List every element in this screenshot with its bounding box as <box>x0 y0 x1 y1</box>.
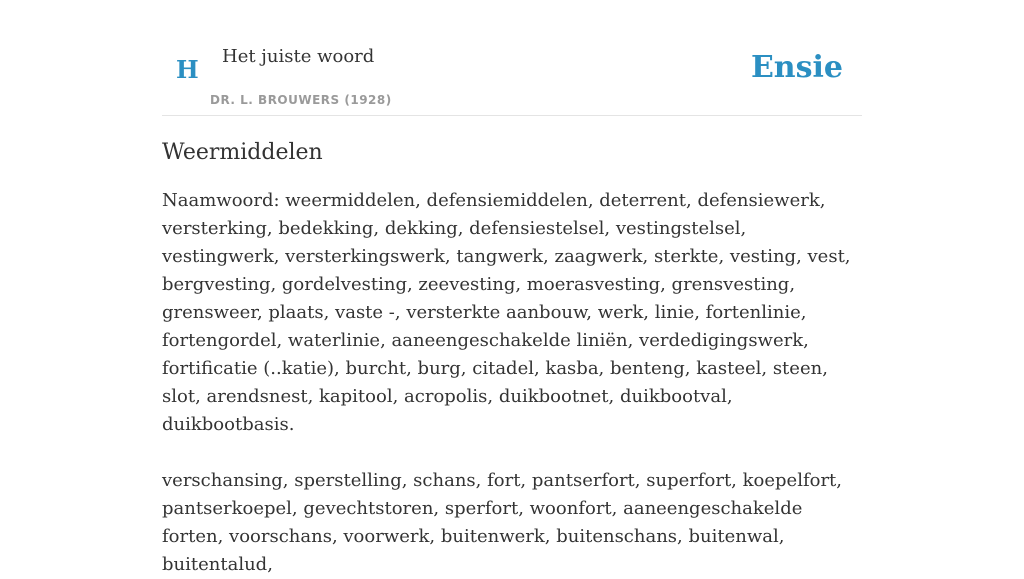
page-header <box>162 0 862 116</box>
book-author: DR. L. BROUWERS (1928) <box>210 93 392 107</box>
book-logo[interactable]: H <box>176 55 199 84</box>
entry-paragraph: Naamwoord: weermiddelen, defensiemiddelen, deterrent, defensiewerk, versterking, bedekking, dekking, defensiestelsel, vestingstelsel, vestingwerk, versterkingswerk, tangwerk, zaagwerk, sterkte, vesting, vest, bergvesting, gordelvesting, zeevesting, moerasvesting, grensvesting, grensweer, plaats, vaste -, versterkte aanbouw, werk, linie, fortenlinie, fortengordel, waterlinie, aaneengeschakelde liniën, verdedigingswerk, fortificatie (..katie), burcht, burg, citadel, kasba, benteng, kasteel, steen, slot, arendsnest, kapitool, acropolis, duikbootnet, duikbootval, duikbootbasis. <box>162 190 851 435</box>
entry-paragraph: verschansing, sperstelling, schans, fort, pantserfort, superfort, koepelfort, pantserkoepel, gevechtstoren, sperfort, woonfort, aaneengeschakelde forten, voorschans, voorwerk, buitenwerk, buitenschans, buitenwal, buitentalud, <box>162 470 843 575</box>
ensie-logo[interactable]: Ensie <box>750 50 843 85</box>
entry-title: Weermiddelen <box>162 140 323 165</box>
book-title[interactable]: Het juiste woord <box>222 46 375 67</box>
entry-body <box>162 187 862 579</box>
page-container <box>162 0 862 579</box>
